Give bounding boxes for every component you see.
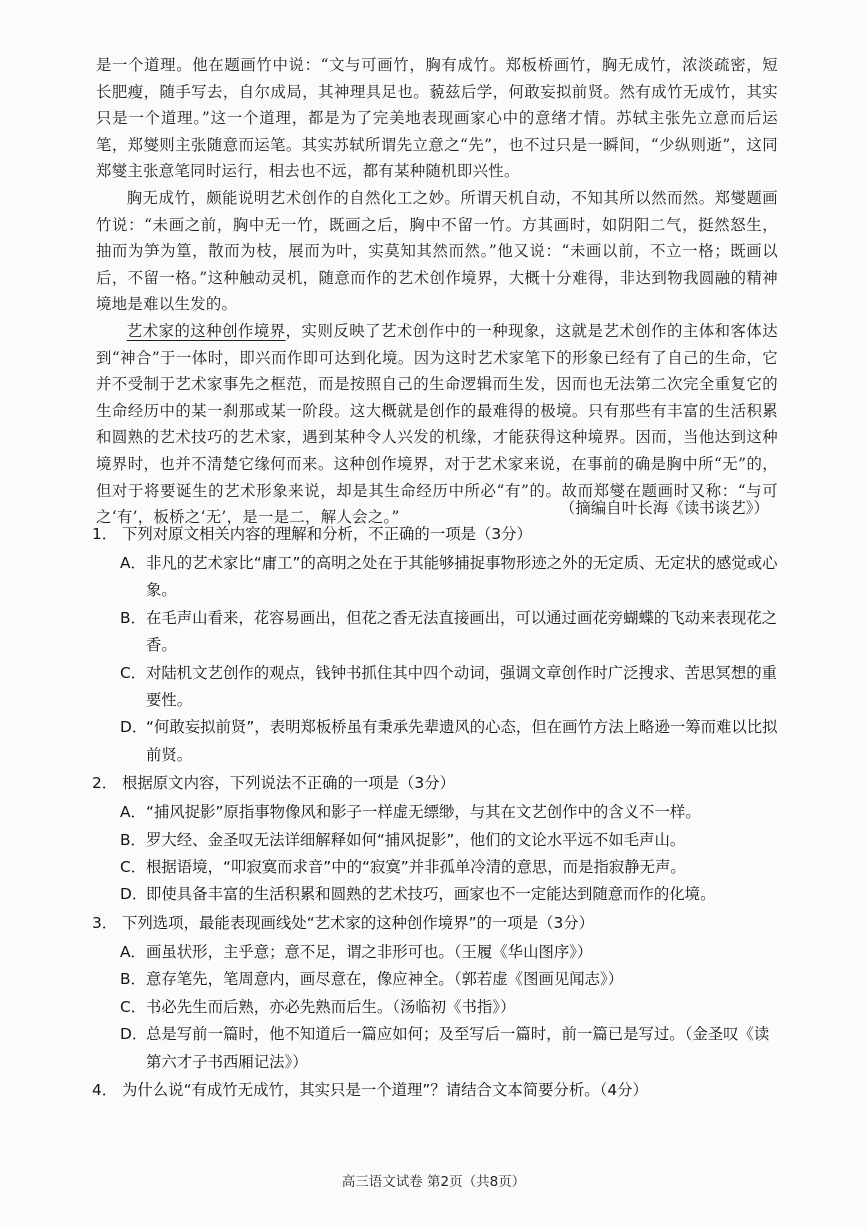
question-stem xyxy=(92,520,782,548)
option-letter: B． xyxy=(120,970,146,989)
question-stem xyxy=(92,769,782,797)
option-d xyxy=(92,1021,782,1076)
option-letter: C． xyxy=(120,858,147,877)
question-number: 4． xyxy=(92,1080,118,1099)
passage-paragraph-2: 胸无成竹，颇能说明艺术创作的自然化工之妙。所谓天机自动，不知其所以然而然。郑燮题画竹说：“未画之前，胸中无一竹，既画之后，胸中不留一竹。方其画时，如阴阳二气，挺然怒生，抽而为笋为篁，散而为枝，展而为叶，实莫知其然而然。”他又说：“未画以前，不立一格；既画以后，不留一格。”这种触动灵机，随意而作的艺术创作境界，大概十分难得，非达到物我圆融的精神境地是难以生发的。 xyxy=(96,188,778,314)
option-letter: D． xyxy=(120,885,148,904)
option-b xyxy=(92,605,782,660)
option-text: 画虽状形，主乎意；意不足，谓之非形可也。（王履《华山图序》） xyxy=(146,942,593,961)
passage-source: （摘编自叶长海《读书谈艺》） xyxy=(559,499,769,517)
option-c xyxy=(92,994,782,1021)
option-text: 在毛声山看来，花容易画出，但花之香无法直接画出，可以通过画花旁蝴蝶的飞动来表现花之香。 xyxy=(146,608,778,655)
question-4 xyxy=(92,1076,782,1104)
question-text: 下列选项，最能表现画线处“艺术家的这种创作境界”的一项是（3分） xyxy=(122,913,595,932)
reading-passage xyxy=(96,52,778,531)
underlined-phrase: 艺术家的这种创作境界 xyxy=(126,321,286,340)
option-letter: B． xyxy=(120,830,146,849)
option-letter: D． xyxy=(120,1025,148,1044)
option-text: 对陆机文艺创作的观点，钱钟书抓住其中四个动词，强调文章创作时广泛搜求、苦思冥想的重要性。 xyxy=(146,663,778,710)
page-footer: 高三语文试卷 第2页（共8页） xyxy=(341,1174,526,1190)
option-text: “何敢妄拟前贤”，表明郑板桥虽有秉承先辈遗风的心态，但在画竹方法上略逊一筹而难以比拟前贤。 xyxy=(146,718,778,764)
option-text: 罗大经、金圣叹无法详细解释如何“捕风捉影”，他们的文论水平远不如毛声山。 xyxy=(146,830,686,849)
option-c xyxy=(92,854,782,881)
option-letter: B． xyxy=(120,608,146,627)
option-letter: A． xyxy=(120,554,146,572)
question-text: 下列对原文相关内容的理解和分析，不正确的一项是（3分） xyxy=(122,525,532,543)
passage-paragraph-3-text: ，实则反映了艺术创作中的一种现象，这就是艺术创作的主体和客体达到“神合”于一体时，即兴而作即可达到化境。因为这时艺术家笔下的形象已经有了自己的生命，它并不受制于艺术家事先之框范，而是按照自己的生命逻辑而生发，因而也无法第二次完全重复它的生命经历中的某一刹那或某一阶段。这大概就是创作的最难得的极境。只有那些有丰富的生活积累和圆熟的艺术技巧的艺术家，遇到某种令人兴发的机缘，才能获得这种境界。因而，当他达到这种境界时，也并不清楚它缘何而来。这种创作境界，对于艺术家来说，在事前的确是胸中所“无”的，但对于将要诞生的艺术形象来说，却是其生命经历中所必“有”的。故而郑燮在题画时又称：“与可之‘有’，板桥之‘无’，是一是二，解人会之。” xyxy=(96,321,778,527)
question-3 xyxy=(92,909,782,1076)
option-text: 非凡的艺术家比“庸工”的高明之处在于其能够捕捉事物形迹之外的无定质、无定状的感觉或心象。 xyxy=(146,554,778,600)
question-number: 2． xyxy=(92,774,118,793)
option-c xyxy=(92,660,782,715)
question-number: 3． xyxy=(92,913,118,932)
option-a xyxy=(92,550,782,605)
option-letter: C． xyxy=(120,997,147,1016)
question-text: 根据原文内容，下列说法不正确的一项是（3分） xyxy=(122,774,455,793)
option-d xyxy=(92,881,782,908)
option-letter: C． xyxy=(120,663,147,682)
question-list xyxy=(92,520,782,1106)
option-letter: A． xyxy=(120,803,146,822)
passage-paragraph-1: 是一个道理。他在题画竹中说：“文与可画竹，胸有成竹。郑板桥画竹，胸无成竹，浓淡疏密，短长肥瘦，随手写去，自尔成局，其神理具足也。藐兹后学，何敢妄拟前贤。然有成竹无成竹，其实只是一个道理。”这一个道理，都是为了完美地表现画家心中的意绪才情。苏轼主张先立意而后运笔，郑燮则主张随意而运笔。其实苏轼所谓先立意之“先”，也不过只是一瞬间，“少纵则逝”，这同郑燮主张意笔同时运行，相去也不远，都有某种随机即兴性。 xyxy=(96,56,778,181)
option-letter: A． xyxy=(120,942,146,961)
option-b xyxy=(92,966,782,993)
question-stem xyxy=(92,909,782,937)
option-d xyxy=(92,714,782,769)
option-a xyxy=(92,939,782,966)
question-stem xyxy=(92,1076,782,1104)
question-2 xyxy=(92,769,782,909)
option-a xyxy=(92,799,782,826)
option-text: “捕风捉影”原指事物像风和影子一样虚无缥缈，与其在文艺创作中的含义不一样。 xyxy=(146,803,701,822)
option-text: 根据语境，“叩寂寞而求音”中的“寂寞”并非孤单冷清的意思，而是指寂静无声。 xyxy=(146,858,686,877)
question-number: 1． xyxy=(92,525,118,543)
option-text: 总是写前一篇时，他不知道后一篇应如何；及至写后一篇时，前一篇已是写过。（金圣叹《读第六才子书西厢记法》） xyxy=(146,1025,770,1071)
option-text: 即使具备丰富的生活积累和圆熟的艺术技巧，画家也不一定能达到随意而作的化境。 xyxy=(146,885,716,904)
question-1 xyxy=(92,520,782,769)
option-text: 书必先生而后熟，亦必先熟而后生。（汤临初《书指》） xyxy=(146,997,516,1016)
option-letter: D． xyxy=(120,718,148,737)
option-b xyxy=(92,827,782,854)
question-text: 为什么说“有成竹无成竹，其实只是一个道理”？请结合文本简要分析。（4分） xyxy=(122,1080,648,1099)
option-text: 意存笔先，笔周意内，画尽意在，像应神全。（郭若虚《图画见闻志》） xyxy=(146,970,624,989)
